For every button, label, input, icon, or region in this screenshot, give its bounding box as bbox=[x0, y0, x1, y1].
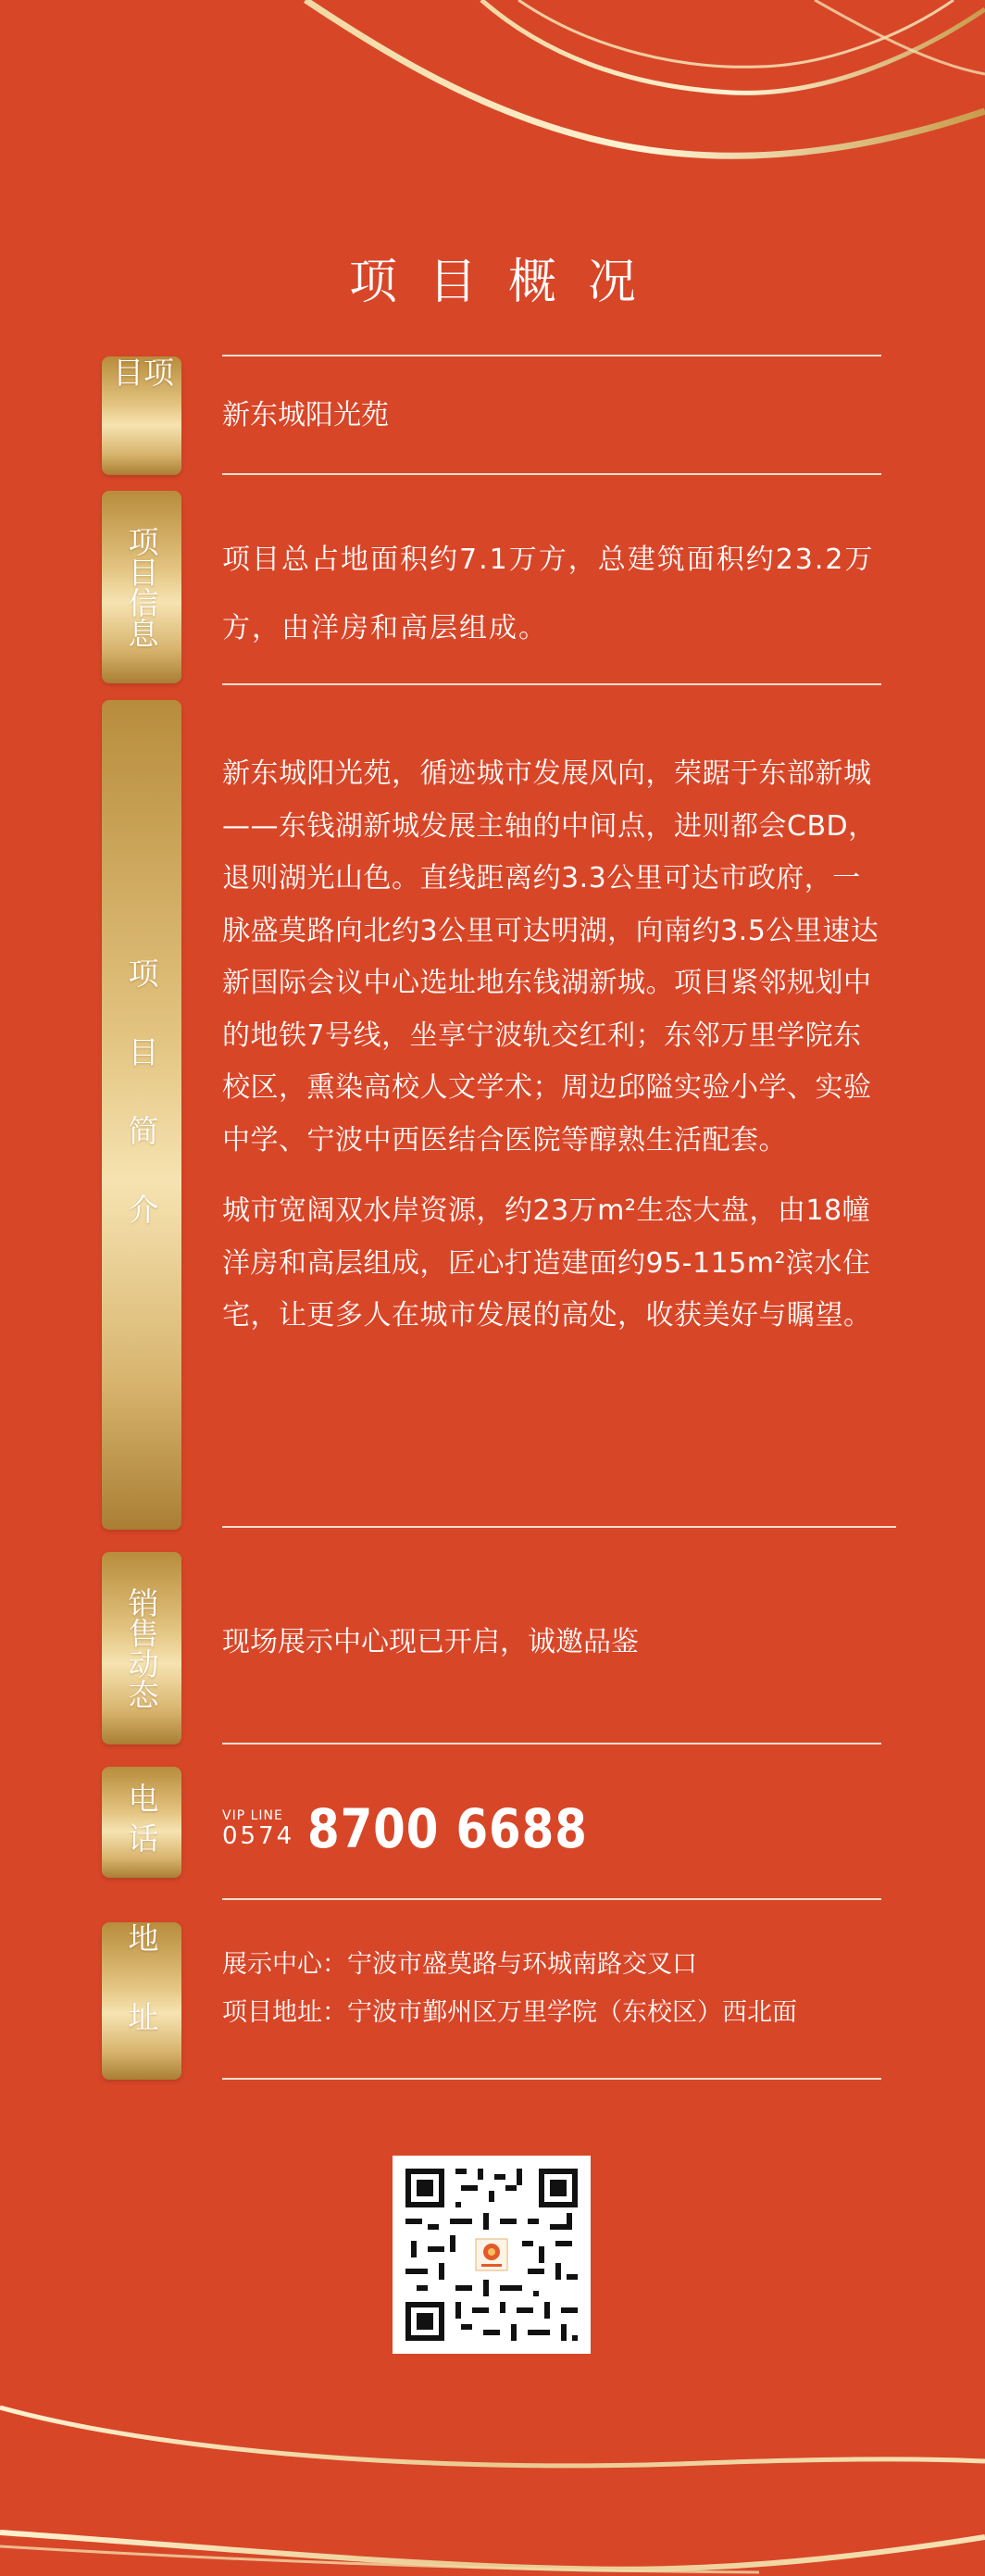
section-divider bbox=[222, 2078, 881, 2080]
section-divider bbox=[222, 1526, 896, 1528]
qr-code[interactable] bbox=[393, 2156, 591, 2354]
phone-number[interactable]: 8700 6688 bbox=[307, 1797, 588, 1860]
project-intro-paragraph: 新东城阳光苑，循迹城市发展风向，荣踞于东部新城——东钱湖新城发展主轴的中间点，进则都会CBD，退则湖光山色。直线距离约3.3公里可达市政府，一脉盛莫路向北约3公里可达明湖，向南约3.5公里速达新国际会议中心选址地东钱湖新城。项目紧邻规划中的地铁7号线，坐享宁波轨交红利；东邻万里学院东校区，熏染高校人文学术；周边邱隘实验小学、实验中学、宁波中西医结合医院等醇熟生活配套。 bbox=[222, 757, 879, 1157]
vip-line-label: VIP LINE bbox=[222, 1808, 283, 1823]
section-tag-label: 项目信息 bbox=[123, 526, 160, 648]
address-block bbox=[222, 1941, 889, 2037]
showroom-address: 展示中心：宁波市盛莫路与环城南路交叉口 bbox=[222, 1950, 697, 1979]
project-info-text bbox=[222, 526, 889, 663]
section-tag-label: 项目简介 bbox=[123, 957, 160, 1272]
project-name: 新东城阳光苑 bbox=[222, 399, 389, 431]
section-tag-label: 地址 bbox=[123, 1922, 160, 2080]
phone-line[interactable] bbox=[222, 1796, 633, 1861]
section-divider bbox=[222, 473, 881, 475]
section-tag-project bbox=[102, 356, 181, 475]
section-tag-label: 销售动态 bbox=[123, 1587, 160, 1709]
section-tag-address bbox=[102, 1922, 181, 2080]
section-tag-sales-news bbox=[102, 1552, 181, 1744]
vip-line-block bbox=[222, 1808, 294, 1849]
gold-swoosh-top-decoration bbox=[0, 0, 985, 241]
section-tag-project-intro bbox=[102, 700, 181, 1530]
section-tag-project-info bbox=[102, 491, 181, 683]
section-divider bbox=[222, 1743, 881, 1744]
section-divider bbox=[222, 683, 881, 685]
project-intro-paragraph: 城市宽阔双水岸资源，约23万m²生态大盘，由18幢洋房和高层组成，匠心打造建面约95-115m²滨水住宅，让更多人在城市发展的高处，收获美好与瞩望。 bbox=[222, 1194, 872, 1332]
project-info-paragraph: 项目总占地面积约7.1万方，总建筑面积约23.2万方，由洋房和高层组成。 bbox=[222, 544, 875, 644]
section-tag-label: 项目 bbox=[108, 356, 175, 435]
section-tag-label: 电话 bbox=[123, 1782, 160, 1862]
qr-code-icon bbox=[400, 2163, 583, 2346]
sales-news-text: 现场展示中心现已开启，诚邀品鉴 bbox=[222, 1626, 639, 1658]
project-intro-text bbox=[222, 748, 889, 1343]
section-tag-phone bbox=[102, 1767, 181, 1878]
section-divider bbox=[222, 1898, 881, 1900]
page-title: 项目概况 bbox=[348, 255, 667, 310]
section-divider bbox=[222, 355, 881, 356]
area-code: 0574 bbox=[222, 1822, 295, 1850]
project-address: 项目地址：宁波市鄞州区万里学院（东校区）西北面 bbox=[222, 1998, 797, 2027]
gold-swoosh-bottom-decoration bbox=[0, 2370, 985, 2576]
